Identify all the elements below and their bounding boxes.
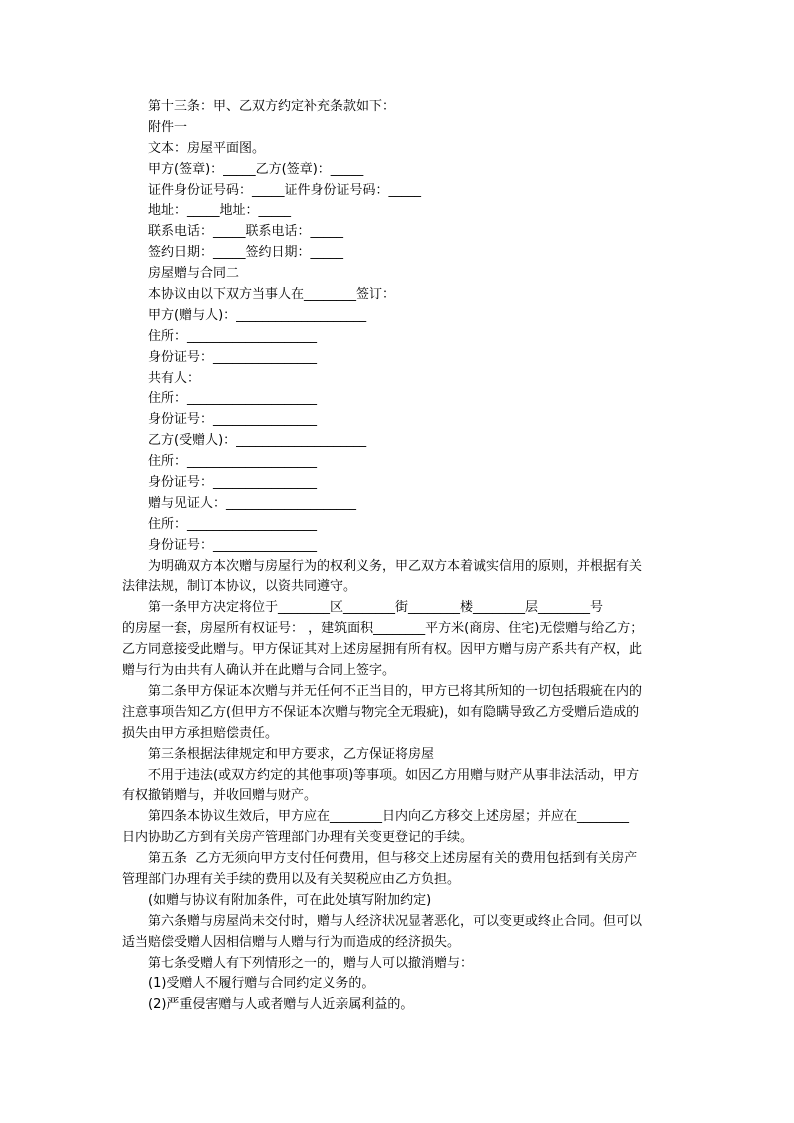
- document-line: 第一条甲方决定将位于________区________街________楼________层________号: [148, 600, 604, 616]
- document-line: 本协议由以下双方当事人在________签订：: [148, 287, 396, 303]
- document-line: 身份证号：________________: [148, 475, 318, 491]
- document-line: (2)严重侵害赠与人或者赠与人近亲属利益的。: [148, 997, 414, 1013]
- document-line: 身份证号：________________: [148, 349, 318, 365]
- document-line: 住所：____________________: [148, 454, 318, 470]
- document-line: 签约日期：_____签约日期：_____: [148, 245, 344, 261]
- document-line: 第六条赠与房屋尚未交付时，赠与人经济状况显著恶化，可以变更或终止合同。但可以: [148, 913, 643, 929]
- document-line: 赠与行为由共有人确认并在此赠与合同上签字。: [122, 663, 396, 679]
- document-line: 赠与见证人：____________________: [148, 495, 357, 511]
- document-line: 甲方(赠与人)：____________________: [148, 307, 367, 323]
- document-line: 住所：____________________: [148, 328, 318, 344]
- document-line: 不用于违法(或双方约定的其他事项)等事项。如因乙方用赠与财产从事非法活动，甲方: [148, 767, 640, 783]
- document-line: 第二条甲方保证本次赠与并无任何不正当目的，甲方已将其所知的一切包括瑕疵在内的: [148, 683, 643, 699]
- document-line: 为明确双方本次赠与房屋行为的权利义务，甲乙双方本着诚实信用的原则，并根据有关: [148, 558, 643, 574]
- document-line: 第三条根据法律规定和甲方要求，乙方保证将房屋: [148, 746, 435, 762]
- document-line: 第五条 乙方无须向甲方支付任何费用，但与移交上述房屋有关的费用包括到有关房产: [148, 851, 638, 867]
- document-line: 损失由甲方承担赔偿责任。: [122, 725, 279, 741]
- document-line: 注意事项告知乙方(但甲方不保证本次赠与物完全无瑕疵)，如有隐瞒导致乙方受赠后造成的: [122, 704, 640, 720]
- document-body: [122, 97, 678, 1016]
- document-line: 第十三条：甲、乙双方约定补充条款如下：: [148, 99, 396, 114]
- document-line: 共有人：: [148, 370, 201, 386]
- document-line: 第四条本协议生效后，甲方应在________日内向乙方移交上述房屋；并应在________: [148, 809, 630, 825]
- document-line: 乙方(受赠人)：____________________: [148, 433, 367, 449]
- document-line: 有权撤销赠与，并收回赠与财产。: [122, 788, 318, 804]
- document-line: 甲方(签章)：_____乙方(签章)：_____: [148, 161, 364, 177]
- document-line: 的房屋一套，房屋所有权证号： ，建筑面积________平方米(商房、住宅)无偿赠与给乙方；: [122, 621, 644, 637]
- document-line: 地址：_____地址：_____: [148, 203, 292, 219]
- document-line: 住所：____________________: [148, 516, 318, 532]
- document-line: 住所：____________________: [148, 391, 318, 407]
- document-line: 第七条受赠人有下列情形之一的，赠与人可以撤消赠与：: [148, 955, 474, 971]
- document-line: 附件一: [148, 119, 188, 135]
- document-line: 身份证号：________________: [148, 537, 318, 553]
- document-line: 文本：房屋平面图。: [148, 140, 266, 156]
- document-line: 身份证号：________________: [148, 412, 318, 428]
- document-line: 联系电话：_____联系电话：_____: [148, 224, 344, 240]
- document-line: 房屋赠与合同二: [148, 266, 240, 282]
- document-line: 乙方同意接受此赠与。甲方保证其对上述房屋拥有所有权。因甲方赠与房产系共有产权，此: [122, 642, 643, 658]
- document-line: 证件身份证号码：_____证件身份证号码：_____: [148, 182, 422, 198]
- document-line: (1)受赠人不履行赠与合同约定义务的。: [148, 976, 375, 992]
- document-line: 管理部门办理有关手续的费用以及有关契税应由乙方负担。: [122, 871, 461, 887]
- document-line: 法律法规，制订本协议，以资共同遵守。: [122, 579, 357, 595]
- document-line: (如赠与协议有附加条件，可在此处填写附加约定): [148, 892, 432, 908]
- document-line: 适当赔偿受赠人因相信赠与人赠与行为而造成的经济损失。: [122, 934, 461, 950]
- document-line: 日内协助乙方到有关房产管理部门办理有关变更登记的手续。: [122, 830, 474, 846]
